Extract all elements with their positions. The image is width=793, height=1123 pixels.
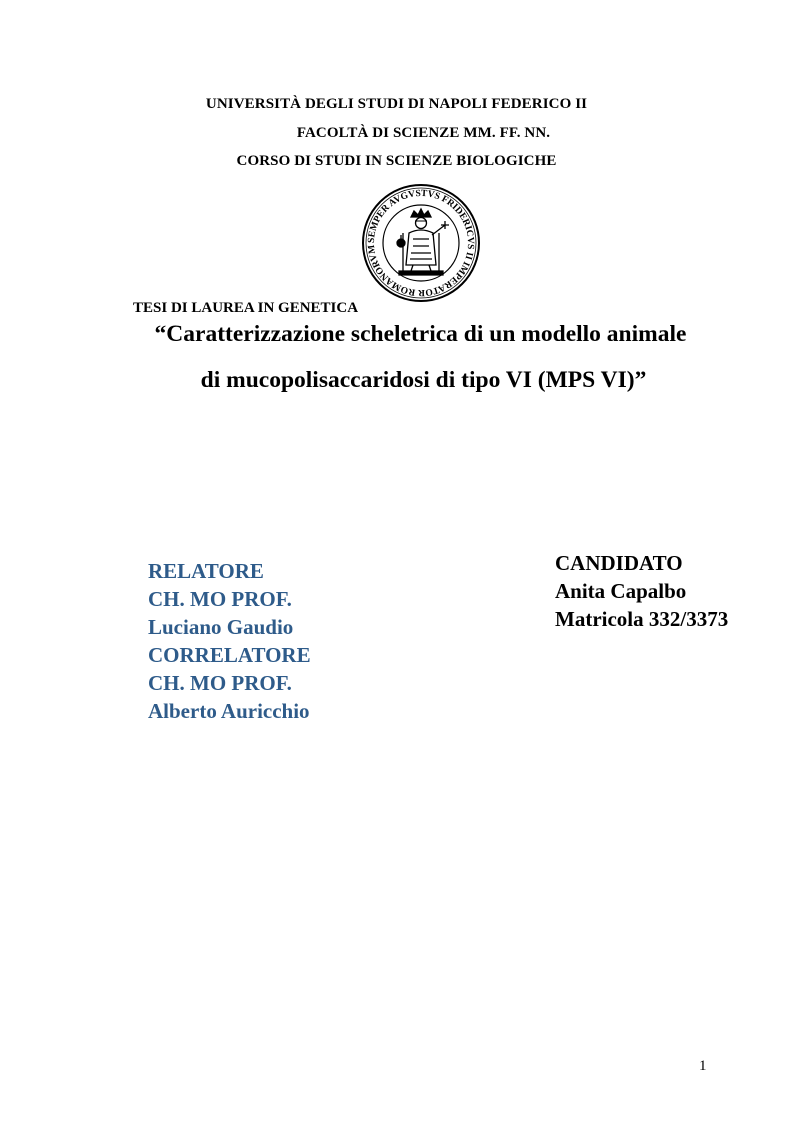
seal-inscription: SEMPER AVGVSTVS FRIDERICVS II IMPERATOR ROMANORVM [366, 188, 476, 298]
relatore-name: Luciano Gaudio [148, 615, 294, 639]
candidate-name: Anita Capalbo [555, 579, 687, 603]
relatore-title: CH. MO PROF. [148, 587, 292, 611]
relatore-label: RELATORE [148, 559, 264, 583]
correlatore-label: CORRELATORE [148, 643, 311, 667]
page-number: 1 [699, 1058, 707, 1074]
thesis-subject-label: TESI DI LAUREA IN GENETICA [133, 300, 359, 316]
thesis-title-line-1: “Caratterizzazione scheletrica di un modello animale [154, 321, 687, 347]
candidate-label: CANDIDATO [555, 551, 683, 575]
university-seal-icon [361, 183, 481, 303]
faculty-name: FACOLTÀ DI SCIENZE MM. FF. NN. [296, 125, 551, 141]
university-name: UNIVERSITÀ DEGLI STUDI DI NAPOLI FEDERICO II [205, 96, 588, 112]
correlatore-title: CH. MO PROF. [148, 671, 292, 695]
thesis-title-line-2: di mucopolisaccaridosi di tipo VI (MPS VI)” [200, 367, 647, 393]
candidate-matricola: Matricola 332/3373 [555, 607, 729, 631]
correlatore-name: Alberto Auricchio [148, 699, 310, 723]
course-name: CORSO DI STUDI IN SCIENZE BIOLOGICHE [236, 153, 557, 169]
